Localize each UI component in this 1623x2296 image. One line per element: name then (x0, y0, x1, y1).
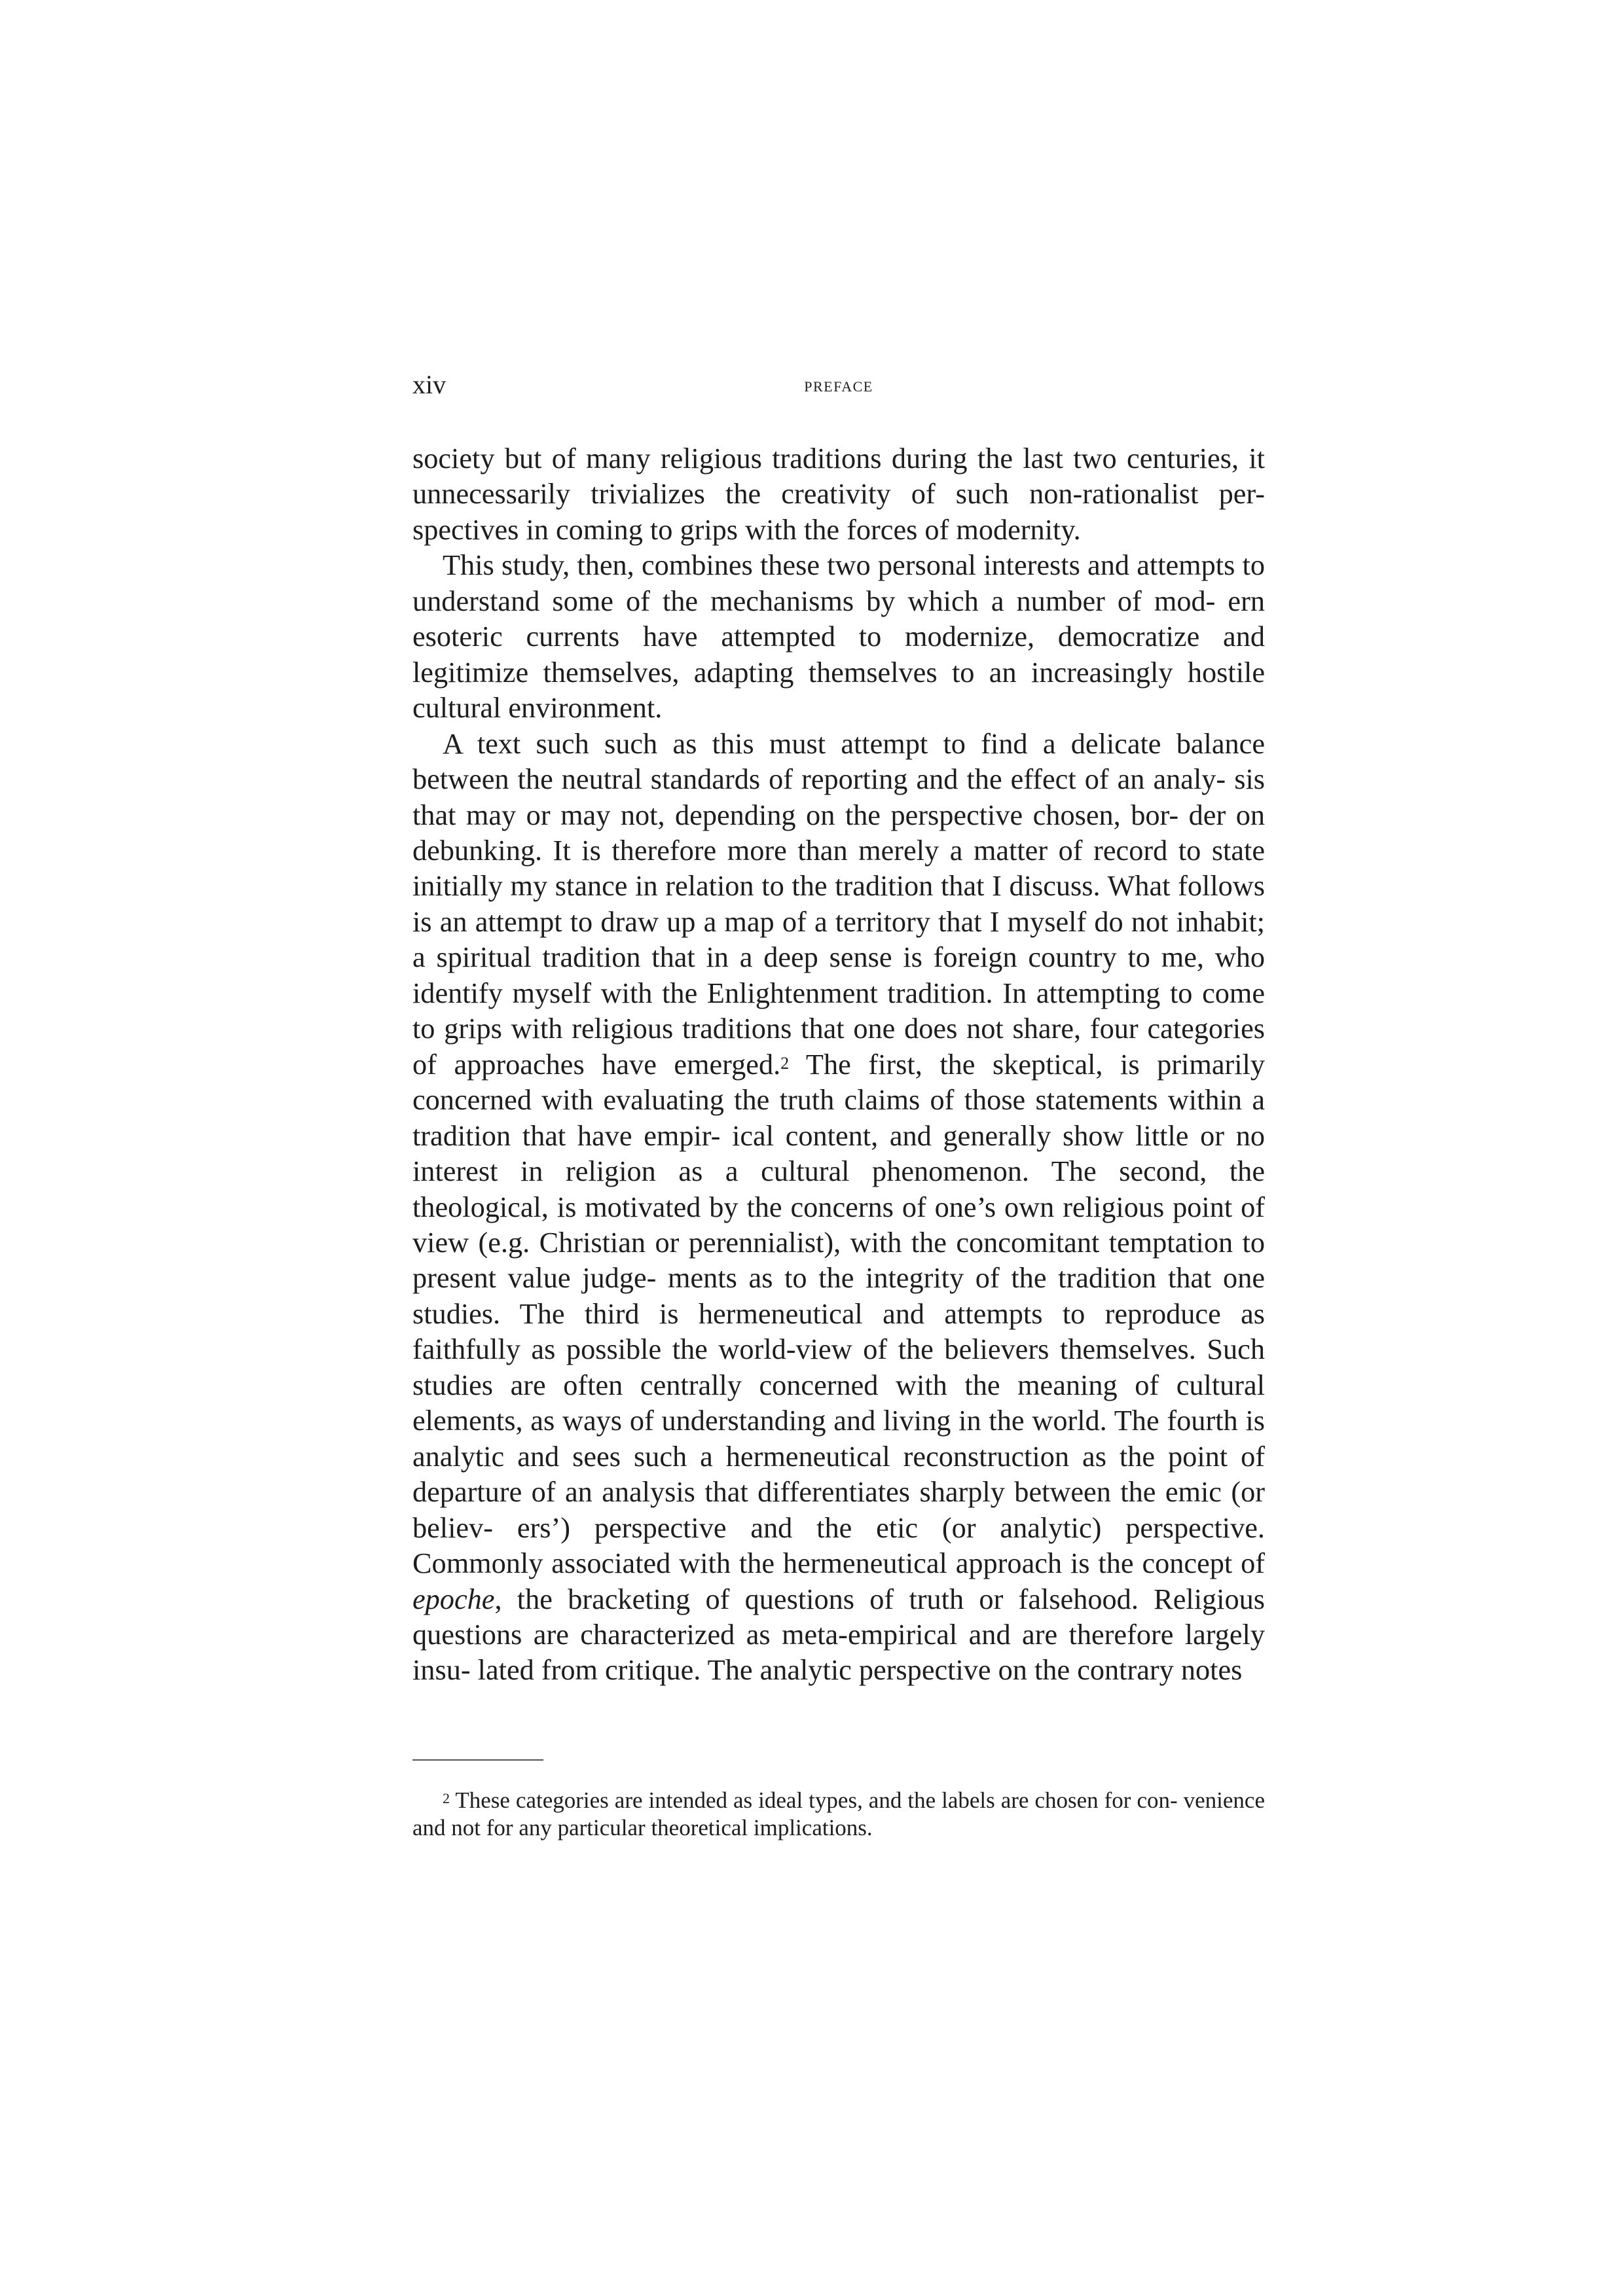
paragraph-2: This study, then, combines these two personal interests and attempts to understand some of the mechanisms by which a number of mod- ern esoteric currents have attempted to modernize, democratize and legitimize themselves, adapting themselves to an increasingly hostile cultural environment. (412, 549, 1265, 725)
footnote (412, 1787, 1265, 1842)
running-title: preface (804, 373, 873, 396)
footnote-divider (412, 1759, 543, 1761)
footnote-text: These categories are intended as ideal types, and the labels are chosen for con- venience and not for any particular theoretical implications. (412, 1787, 1265, 1840)
running-head (412, 367, 1265, 403)
italic-term-epoche: epoche (412, 1583, 495, 1615)
footnote-number: 2 (443, 1789, 450, 1806)
paragraph-3 (412, 726, 1265, 1689)
paragraph-1: society but of many religious traditions during the last two centuries, it unnecessarily trivializes the creativity of such non-rationalist per- spectives in coming to grips with the forces of modernity. (412, 442, 1265, 546)
paragraph-3-text-b: The first, the skeptical, is primarily concerned with evaluating the truth claims of those statements within a tradition that have empir- ical content, and generally show little or no interest in religion as a cultural phenomenon. The second, the theological, is motivated by the concerns of one’s own religious point of view (e.g. Christian or perennialist), with the concomitant temptation to present value judge- ments as to the integrity of the tradition that one studies. The third is hermeneutical and attempts to reproduce as faithfully as possible the world-view of the believers themselves. Such studies are often centrally concerned with the meaning of cultural elements, as ways of understanding and living in the world. The fourth is analytic and sees such a hermeneutical reconstruction as the point of departure of an analysis that differentiates sharply between the emic (or believ- ers’) perspective and the etic (or analytic) perspective. Commonly associated with the hermeneutical approach is the concept of (412, 1048, 1265, 1580)
paragraph-3-text-a: A text such such as this must attempt to find a delicate balance between the neutral standards of reporting and the effect of an analy- sis that may or may not, depending on the perspective chosen, bor- der on debunking. It is therefore more than merely a matter of record to state initially my stance in relation to the tradition that I discuss. What follows is an attempt to draw up a map of a territory that I myself do not inhabit; a spiritual tradition that in a deep sense is foreign country to me, who identify myself with the Enlightenment tradition. In attempting to come to grips with religious traditions that one does not share, four categories of approaches have emerged. (412, 727, 1265, 1081)
main-text (412, 441, 1265, 1689)
paragraph-3-text-c: , the bracketing of questions of truth or falsehood. Religious questions are characterized as meta-empirical and are therefore largely insu- lated from critique. The analytic perspective on the contrary notes (412, 1583, 1265, 1687)
page-number: xiv (412, 370, 447, 399)
footnote-reference[interactable]: 2 (780, 1053, 790, 1073)
book-page (412, 367, 1265, 1865)
